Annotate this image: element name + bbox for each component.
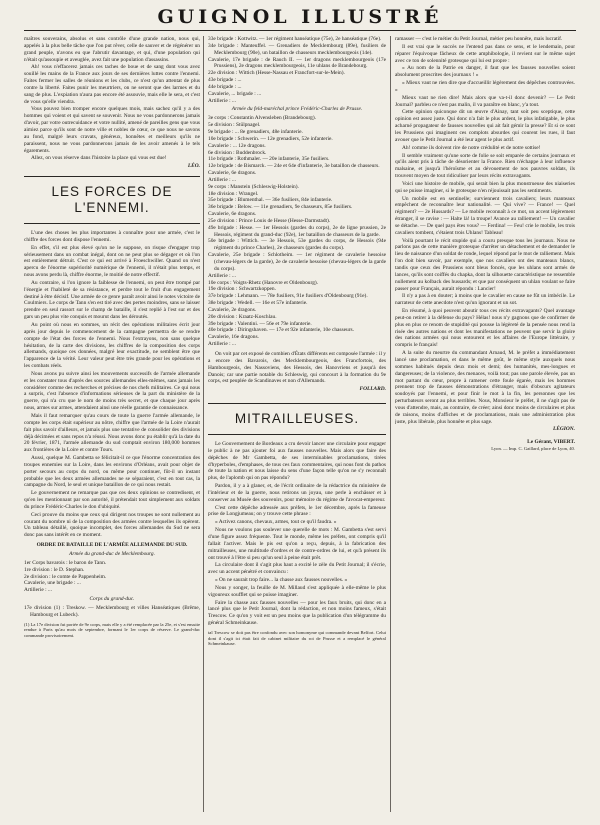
list-item: Cavalerie, une brigade : ... <box>24 580 81 587</box>
article-heading: MITRAILLEUSES. <box>208 403 386 435</box>
list-item: 49e brigade : Hesse. — 1er Hessois (gardes du corps), 2e de ligne prussien, 2e Hessois, régiment du grand-duc (92e), 1er bataillon de chasseurs de la garde. <box>208 224 386 238</box>
paragraph: « On ne saurait trop faire... la chasse aux fausses nouvelles. » <box>215 577 348 584</box>
paragraph: Le gouvernement ne remarque pas que ces deux opinions se contredisent, et qu'en les mentionnant par son autorité, il prétendait tout simplement aux soldats du prince Frédéric-Charles le don d'ubiquité. <box>24 490 200 510</box>
paragraph: Ceci prouve du moins que ceux qui dirigent nos troupes ne sont nullement au courant du nombre ni de la composition des armées contre lesquelles ils opèrent. Un tableau détaillé, quoique incomplet, des forces allemandes du Sud ne sera donc pas sans intérêt en ce moment. <box>24 511 200 539</box>
list-item: 10e brigade : Schwerin. — 12e grenadiers, 52e infanterie. <box>208 135 333 142</box>
list-item: Cavalerie, 6e dragons. <box>208 170 257 177</box>
column-divider <box>390 36 391 812</box>
list-item: 38e brigade : Wedell. — 16e et 57e infanterie. <box>208 300 308 307</box>
masthead-rule <box>24 30 576 31</box>
paragraph: Aussi, quelque M. Gambetta se félicitait-il ce que l'énorme concentration des troupes ennemies sur la Loire, dans les environs d'Orléans, avait pour objet de porter secours au corps du nord, ou même pour continuer, fût-il un instant probable que les deux armées allemandes ne se séparaient, c'est en tout cas, la campagne du Nord, le seul et unique bataillon de ce qui nous restait. <box>24 455 200 489</box>
paragraph: Mieux vaut ne rien dire! Mais alors que va-t-il donc devenir? — Le Petit Journal? parbleu ce n'est pas malin, il va paraître en blanc, y'a tout. <box>395 94 575 108</box>
list-item: 1er Corps bavarois : le baron de Tann. <box>24 559 107 566</box>
list-item: 18e division : Wrangel. <box>208 190 259 197</box>
list-item: 44e brigade : ... <box>208 83 242 90</box>
list-item: 37e brigade : Lehmann. — 78e fusiliers, 91e fusiliers d'Oldenbourg (91e). <box>208 293 368 300</box>
paragraph: Nous avons pu suivre ainsi les mouvements successifs de l'armée allemande et les constater tous d'après des sources allemandes elles-mêmes, sans jamais les considérer comme des recherches et précises de nos chefs militaires. Ce qui nous a surpris, c'est l'absence d'informations sérieuses de la part du ministère de la guerre, qui n'a cru que le nom de moins très secret, et que chaque jour après nous, armes sur armes, attendaient ainsi une réelle garantie de connaissance. <box>24 370 200 412</box>
list-item: Cavalerie, 16e dragons. <box>208 334 259 341</box>
section-subtitle: Armée du feld-maréchal prince Frédéric-Charles de Prusse. <box>231 106 363 113</box>
imprint-line: Lyon. — Imp. C. Gaillard, place de Lyon, 40. <box>491 446 575 452</box>
column-2 <box>208 36 386 812</box>
list-item: 11e brigade : Rothmaler. — 20e infanterie, 35e fusiliers. <box>208 156 330 163</box>
list-item: 36e brigade : Below. — 11e grenadiers, 9e chasseurs, 85e fusiliers. <box>208 204 353 211</box>
paragraph: Nous y songer, la feuille de M. Millaud s'est appliquée à elle-même le plus vigoureux soufflet qui se puisse imaginer. <box>208 584 386 598</box>
paragraph: Au point où nous en sommes, un récit des opérations militaires écrit jour après jour depuis le commencement de la campagne permettra de se rendre compte de l'état des forces de l'ennemi. Nous l'extrayons, non sans quelque hésitation, de la carte des divisions, les chiffres de la composition des corps allemands, quoique ces données, malgré leur exactitude, ne semblent être que l'apparence de la vérité. Leur valeur peut être très grande pour les opérations et les combats réels. <box>24 322 200 370</box>
list-item: 33e brigade : Kottwitz. — 1er régiment hanséatique (75e), 2e hanséatique (76e). <box>208 36 382 42</box>
list-item: 43e brigade : ... <box>208 77 242 84</box>
paragraph: « Au nom de la Patrie en danger, il faut que les fausses nouvelles soient absolument proscrites des journaux ! » <box>395 65 575 79</box>
list-item: 50e brigade : Wittich. — 3e Hessois, 53e gardes du corps, 4e Hessois (94e régiment du prince Charles), 2e chasseurs (gardes du corps). <box>208 238 386 252</box>
list-item: Cavalerie : ... 12e dragons. <box>208 142 266 149</box>
paragraph: Nous ne voulons pas soulever une querelle de mots : M. Gambetta s'est servi d'une figure assez fréquente. Tout le monde, même les préfets, ont compris qu'il fallait l'activer. Mais le pis est qu'on a reçu, depuis, à la fabrication des mitrailleuses, une multitude d'ordres et de contre-ordres de lui, et qu'à présent ils ont trouvé à l'être si peu qu'un seul à peine était prêt. <box>208 527 386 561</box>
paragraph: Un mobile est en sentinelle; surviennent trois cavaliers; leurs manteaux empêchent de reconnaître leur nationalité. — Qui vive? — France! — Quel régiment? — 2e Hussards? — Le mobile reconnaît à ce mot, un accent légèrement étranger, il se ravise : — Halte là! la troupe! Avance au ralliement! — Un cavalier se détache. — De quel pays êtes vous? — Ferdina! — Feu! crie le mobile, les trois cavaliers tombent, c'étaient trois Uhlans! Tableau! <box>395 195 575 236</box>
list-item: Cavalerie, 17e brigade : de Rauch II. — 1er dragons mecklembourgeois (17e Prussiens), 2e dragons mecklembourgeois, 11e uhlans de Brandebourg. <box>208 56 386 70</box>
paragraph: Au contraire, si l'on ignore la faiblesse de l'ennemi, on peut être trompé par l'énergie et l'habileté de sa résistance, et perdre tout le fruit d'un engagement destiné à être décisif. Une armée de ce genre paraît avoir ainsi le notes victoire de Coulmiers. Le corps de Tann s'en est tiré avec des pertes moindres, sans se laisser prendre en seul rassort sur le champ de bataille, il s'est replié à l'est sur et des gars un peu plus vite conquis et mourut dans les déroutés. <box>24 279 200 321</box>
table-subtitle: Armée du grand-duc de Mecklembourg. <box>69 551 155 557</box>
paragraph: Voilà pourtant le récit stupide qui a couru presque tous les journaux. Nous ne parlons pas de cette manière grotesque d'arrêter un détachement et de demander le lieu de naissance d'un soldat de ronde, lequel répond par le mot de ralliement. Mais l'on doit bien savoir, par exemple, que nos cavaliers ont des manteaux blancs, tandis que ceux des Prussiens sont bleus foncés, que les uhlans sont armés de lances, qu'ils sont coiffés du chapka, dont la silhouette caractéristique ne ressemble nullement au kolback des hussards; et que par conséquent un uhlan voulant se faire passer pour Français, aurait répondu : Lancier! <box>395 237 575 292</box>
paragraph: En résumé, à quoi peuvent aboutir tous ces récits extravagants? Quel avantage peut-on retirer à la défense du pays? Hélas! nous n'y gagnons que de confirmer de plus en plus ce renom de stupidité qui pousse la légèreté de la pensée nous rend la risée des autres nations et dont les manifestations ne peuvent que servir la gloire des nations armées qui nous entourent et les affaires de l'Europe littéraire, y compris le français! <box>395 308 575 349</box>
paragraph: Mais il faut remarquer qu'au cours de toute la guerre l'armée allemande, le compte les corps était supérieur au nôtre, chiffre que l'armée de la Loire n'aurait fait plus savoir d'ailleurs, et jamais plus une tentative de consolider des divisions déjà décimées et sans repos n'a réussi. Nous avons donc pu établir qu'à la date du 20 février, 1871, l'armée allemande du sud comptait environ 180,000 hommes aux frontières de la Loire et contre Tours. <box>24 412 200 454</box>
paragraph: La circulaire dont il s'agit plus haut a excité le zèle du Petit Journal; il s'écrie, avec un accent pénétré et convaincu : <box>208 562 386 576</box>
list-item: Cavalerie, 25e brigade : Schlotheim. — 1er régiment de cavalerie hessoise (chevau-légers de la garde), 2e de cavalerie hessoise (chevau-légers de la garde du corps). <box>208 252 386 272</box>
paragraph: « Mieux vaut ne rien dire que d'accueillir légèrement des dépêches controuvées. » <box>395 80 575 93</box>
paragraph: Ah! comme ils doivent rire de notre crédulité et de notre sottise! <box>402 144 541 151</box>
footnote: (1) La 17e division fut portée de 9e corps, mais elle y a été remplacée par la 25e, et s'est ensuite rendue à Paris qu'au mois de septembre, formant le 1er corps de réserve. Le grand-duc commande provisoirement. <box>24 621 200 638</box>
list-item: 2e division : le comte de Pappenheim. <box>24 573 107 580</box>
list-item: Cavalerie, ... brigade : ... <box>208 90 262 97</box>
list-item: 39e brigade : Valentini. — 56e et 79e infanterie. <box>208 320 312 327</box>
paragraph: Faire la chasse aux fausses nouvelles — pour les faux bruits, qui donc en a lancé plus que le Petit Journal, dont la rédaction, et non moins fameux, s'était Trescow. Ce qu'on y voit est un peu moins que la publication d'un télégramme du général Schmeinkause. <box>208 599 386 627</box>
list-item: Artillerie : ... <box>24 587 52 594</box>
paragraph: Il semble vraiment qu'une sorte de folie se soit emparée de certains journaux et qu'ils aient pris à tâche de désorienter la France. Rien n'échappe à leur influence malsaine, et jusqu'à l'héroïsme et au dévouement de nos pauvres soldats, ils trouvent moyen de tout ridiculiser par leurs récits extravagants. <box>395 152 575 180</box>
paragraph: Cette opinion quiconque dit un œuvre d'Ainay, tant soit peu sceptique, cette opinion est assez juste. Qui donc n'a fait le plus ardent, le plus infatigable, le plus acharné propagateur de fausses nouvelles qui ait fait gémir la presse? Et si ce sont les Prussiens qui imaginent ces complots absurdes qui courent les rues, il faut avouer que le Petit Journal a été leur agent le plus actif. <box>395 109 575 143</box>
paragraph: « Activez canons, chevaux, armes, tout ce qu'il faudra. » <box>215 519 337 526</box>
paragraph: Voici une histoire de mobile, qui serait bien la plus monstrueuse des niaiseries qui se puisse imaginer, si le grotesque n'en réjouissait pas les sentiments. <box>395 180 575 194</box>
list-item: 5e division : Stülpnagel. <box>208 122 261 129</box>
paragraph: En effet, s'il est plus élevé qu'on ne le suppose, on risque d'engager trop sérieusement dans un combat inégal, dont on ne peut plus se dégager et où l'on est entièrement détruit. C'est ce qui est arrivé à Froeschwiller. Quand on n'est apercu de l'énorme supériorité numérique de l'ennemi, il n'était plus temps, et nous avons perdu là, chiffre énorme, le moitié de notre effectif. <box>24 244 200 279</box>
column-1 <box>24 36 200 812</box>
list-item: 34e brigade : Manteuffel. — Grenadiers de Mecklembourg (89e), fusiliers de Mecklembourg (90e), un bataillon de chasseurs mecklembourgeois (14e). <box>208 42 386 56</box>
list-item: Cavalerie, 2e dragons. <box>208 306 257 313</box>
paragraph: Il n'y a pas à en douter; à moins que le cavalier en cause ne fût un imbécile. Le narrateur de cette anecdote n'est qu'un ignorant et un sot. <box>395 293 575 307</box>
list-item: 12e brigade : de Bismarck. — 24e et 64e d'infanterie, 3e bataillon de chasseurs. <box>208 163 380 170</box>
column-divider <box>203 36 204 812</box>
list-item: 3e corps : Constantin Alvensleben (Brandebourg). <box>208 115 316 122</box>
list-item: 9e corps : Manstein (Schleswig-Holstein). <box>208 183 299 190</box>
gerant-line: Le Gérant, VIBERT. <box>527 439 575 446</box>
paragraph: L'une des choses les plus importantes à connaître pour une armée, c'est le chiffre des forces dont dispose l'ennemi. <box>24 230 200 243</box>
paragraph: A la suite du meurtre du commandant Arnaud, M. le préfet a immédiatement lancé une proclamation, et dans le même goût, le même style auxquels nous sommes habitués depuis deux mois et demi; des humanités, mes-longues et dangereuses; de la violence, des menaces, voilà tout; pas une parole élevée, pas un mot partant du cœur, propre à ramener cette foule égarée, mais les hommes prennent trop de fausses démonstrations d'étranger, mais d'obscurs agitateurs soudoyés par l'ennemi, et pour finir le mot à la fin, les personnes que les perturbateurs seront au plus terribles. Nous, Monsieur le préfet, il ne s'agit pas de vous d'attendre, mais, au contraire, de créer; ainsi donc moins de circulaires et plus de raisons, moins d'affiches et de proclamations, mais une administration plus juste, plus libérale, plus honnête et plus sage. <box>395 350 575 425</box>
article-signature: LÉGION. <box>552 426 575 433</box>
list-item: Cavalerie, 6e dragons. <box>208 211 257 218</box>
masthead-title: GUIGNOL ILLUSTRÉ <box>157 6 443 28</box>
list-item: 9e brigade : ... 8e grenadiers, 48e infanterie. <box>208 128 303 135</box>
paragraph: C'est cette dépêche adressée aux préfets, le 1er décembre, après la fameuse prise de Longjumeau; on y trouve cette phrase : <box>208 504 386 518</box>
list-item: Artillerie : ... <box>208 272 236 279</box>
list-item: 19e division : Schwartzkoppen. <box>208 286 276 293</box>
paragraph: Allez, on vous réserve dans l'histoire la place qui vous est due! <box>31 155 167 162</box>
article-signature: FOLLARD. <box>359 386 386 393</box>
paragraph: On voit par cet exposé de combien d'États différents est composée l'armée : il y a encore des Bavarois, des Mecklembourgeois, des Francfortois, des Hambourgeois, des Nassoviens, des Hessois, des Hanovriens et jusqu'à des Danois; car une partie notable du Schleswig, qui concourt à la formation du 9e corps, est peuplée de Scandinaves et non d'Allemands. <box>208 350 386 385</box>
list-item: 40e brigade : Diringshaven. — 17e et 92e infanterie, 10e chasseurs. <box>208 327 354 334</box>
column-3 <box>395 36 575 812</box>
article-heading: LES FORCES DE L'ENNEMI. <box>24 176 200 224</box>
list-item: 20e division : Kraatz-Koschlau. <box>208 313 277 320</box>
list-item: 6e division : Buddenbrock. <box>208 149 267 156</box>
paragraph: ramasser — c'est le métier du Petit Journal, métier peu honnête, mais lucratif. <box>395 36 563 42</box>
list-item: Artillerie : ... <box>208 176 236 183</box>
list-item: 10e corps : Voigts-Rhetz (Hanovre et Oldenbourg). <box>208 279 319 286</box>
footnote: tal Trescow se doit pas être confondu avec son homonyme qui commande devant Belfort. Celui dont il s'agit ici était fait de cabinet militaire du roi de Prusse et a remplacé le général Schmeinkause. <box>208 629 386 647</box>
section-subtitle: Corps du grand-duc. <box>89 596 135 603</box>
table-title: ORDRE DE BATAILLE DE L'ARMÉE ALLEMANDE DU SUD. <box>36 542 188 549</box>
paragraph: Ah! vous n'effacerez jamais ces taches de boue et de sang dont vous avez souillé les mains de la France aux jours de ses dernières luttes contre l'ennemi. Faites fermer les salles de réunions et les clubs, ce n'est qu'un attentat de plus contre la liberté. Faites punir les meurtriers, on ne seront que des larmes et du sang de plus. L'expiation n'aura pas encore été assouvie, mais elle le sera, et c'est de vous qu'elle viendra. <box>24 64 200 105</box>
list-item: Artillerie : ... <box>208 341 236 348</box>
paragraph: Il est vrai que le succès ne l'entend pas dans ce sens, et le lendemain, pour réparer l'équivoque fâcheux de cette amphibologie, il revient sur le même sujet avec ce ton de solennité grotesque qui lui est propre : <box>395 43 575 64</box>
article-signature: LÉO. <box>187 163 200 170</box>
list-item: 22e division : Wittich (Hesse-Nassau et Francfort-sur-le-Mein). <box>208 70 345 77</box>
list-item: Artillerie : ... <box>208 97 236 104</box>
paragraph: Pardon, il y a à glaner, et, de l'écrit ordinaire de la rédactrice du ministère de l'intérieur et de la guerre, nous retirons un joyau, une perle à enchâsser et à conserver au Musée des souvenirs, pour mémoire du régime de l'avocat-empereur. <box>208 483 386 503</box>
paragraph: Vous pouvez bien tromper encore quelques mois, mais sachez qu'il y a des hommes qui voient et qui savent se souvenir. Nous ne vous pardonnerons jamais d'avoir, par votre outrecuidance et votre nullité, amené de pareilles gens que vous aimiez parce qu'ils sont de notre ville et nobles de cœur, ce que nous ne savons au fond, malgré leurs cravats, généreux, honnêtes et meilleurs qu'ils ne paraissent, nous ne vous pardonnerons jamais de les avoir amenés à le tels égarements. <box>24 106 200 154</box>
list-item: 35e brigade : Blumenthal. — 36e fusiliers, 84e infanterie. <box>208 197 333 204</box>
paragraph: maîtres souverains, absolus et sans contrôle d'une grande nation, nous qui, appelés à la plus belle tâche que l'on put rêver, celle de sauver et de régénérer un grand peuple, n'avons eu que l'abrutir davantage, et qui, d'une population qui n'était qu'assoupie et aveuglée, avez fait une population d'assassins. <box>24 36 200 63</box>
paragraph: Le Gouvernement de Bordeaux a cru devoir lancer une circulaire pour engager le public à ne pas ajouter foi aux fausses nouvelles. Mais alors que faire des dépêches de Mr Gambetta, de ses interminables proclamations, tirées d'hyperboles, d'emphases, de tous ces faux commentaires, qui nous font du pathos de toute la nation et nous laisse du sens d'une façon telle qu'on ne s'y reconnaît plus, de l'aplomb qui on pas répondu? <box>208 441 386 482</box>
list-item: 17e division (1) : Treskow. — Mecklembourg et villes Hanséatiques (Brême, Hambourg et Lubeck). <box>24 604 200 618</box>
list-item: 1re division : le D. Stephan. <box>24 566 85 573</box>
list-item: 25e division : Prince Louis de Hesse (Hesse-Darmstadt). <box>208 217 331 224</box>
